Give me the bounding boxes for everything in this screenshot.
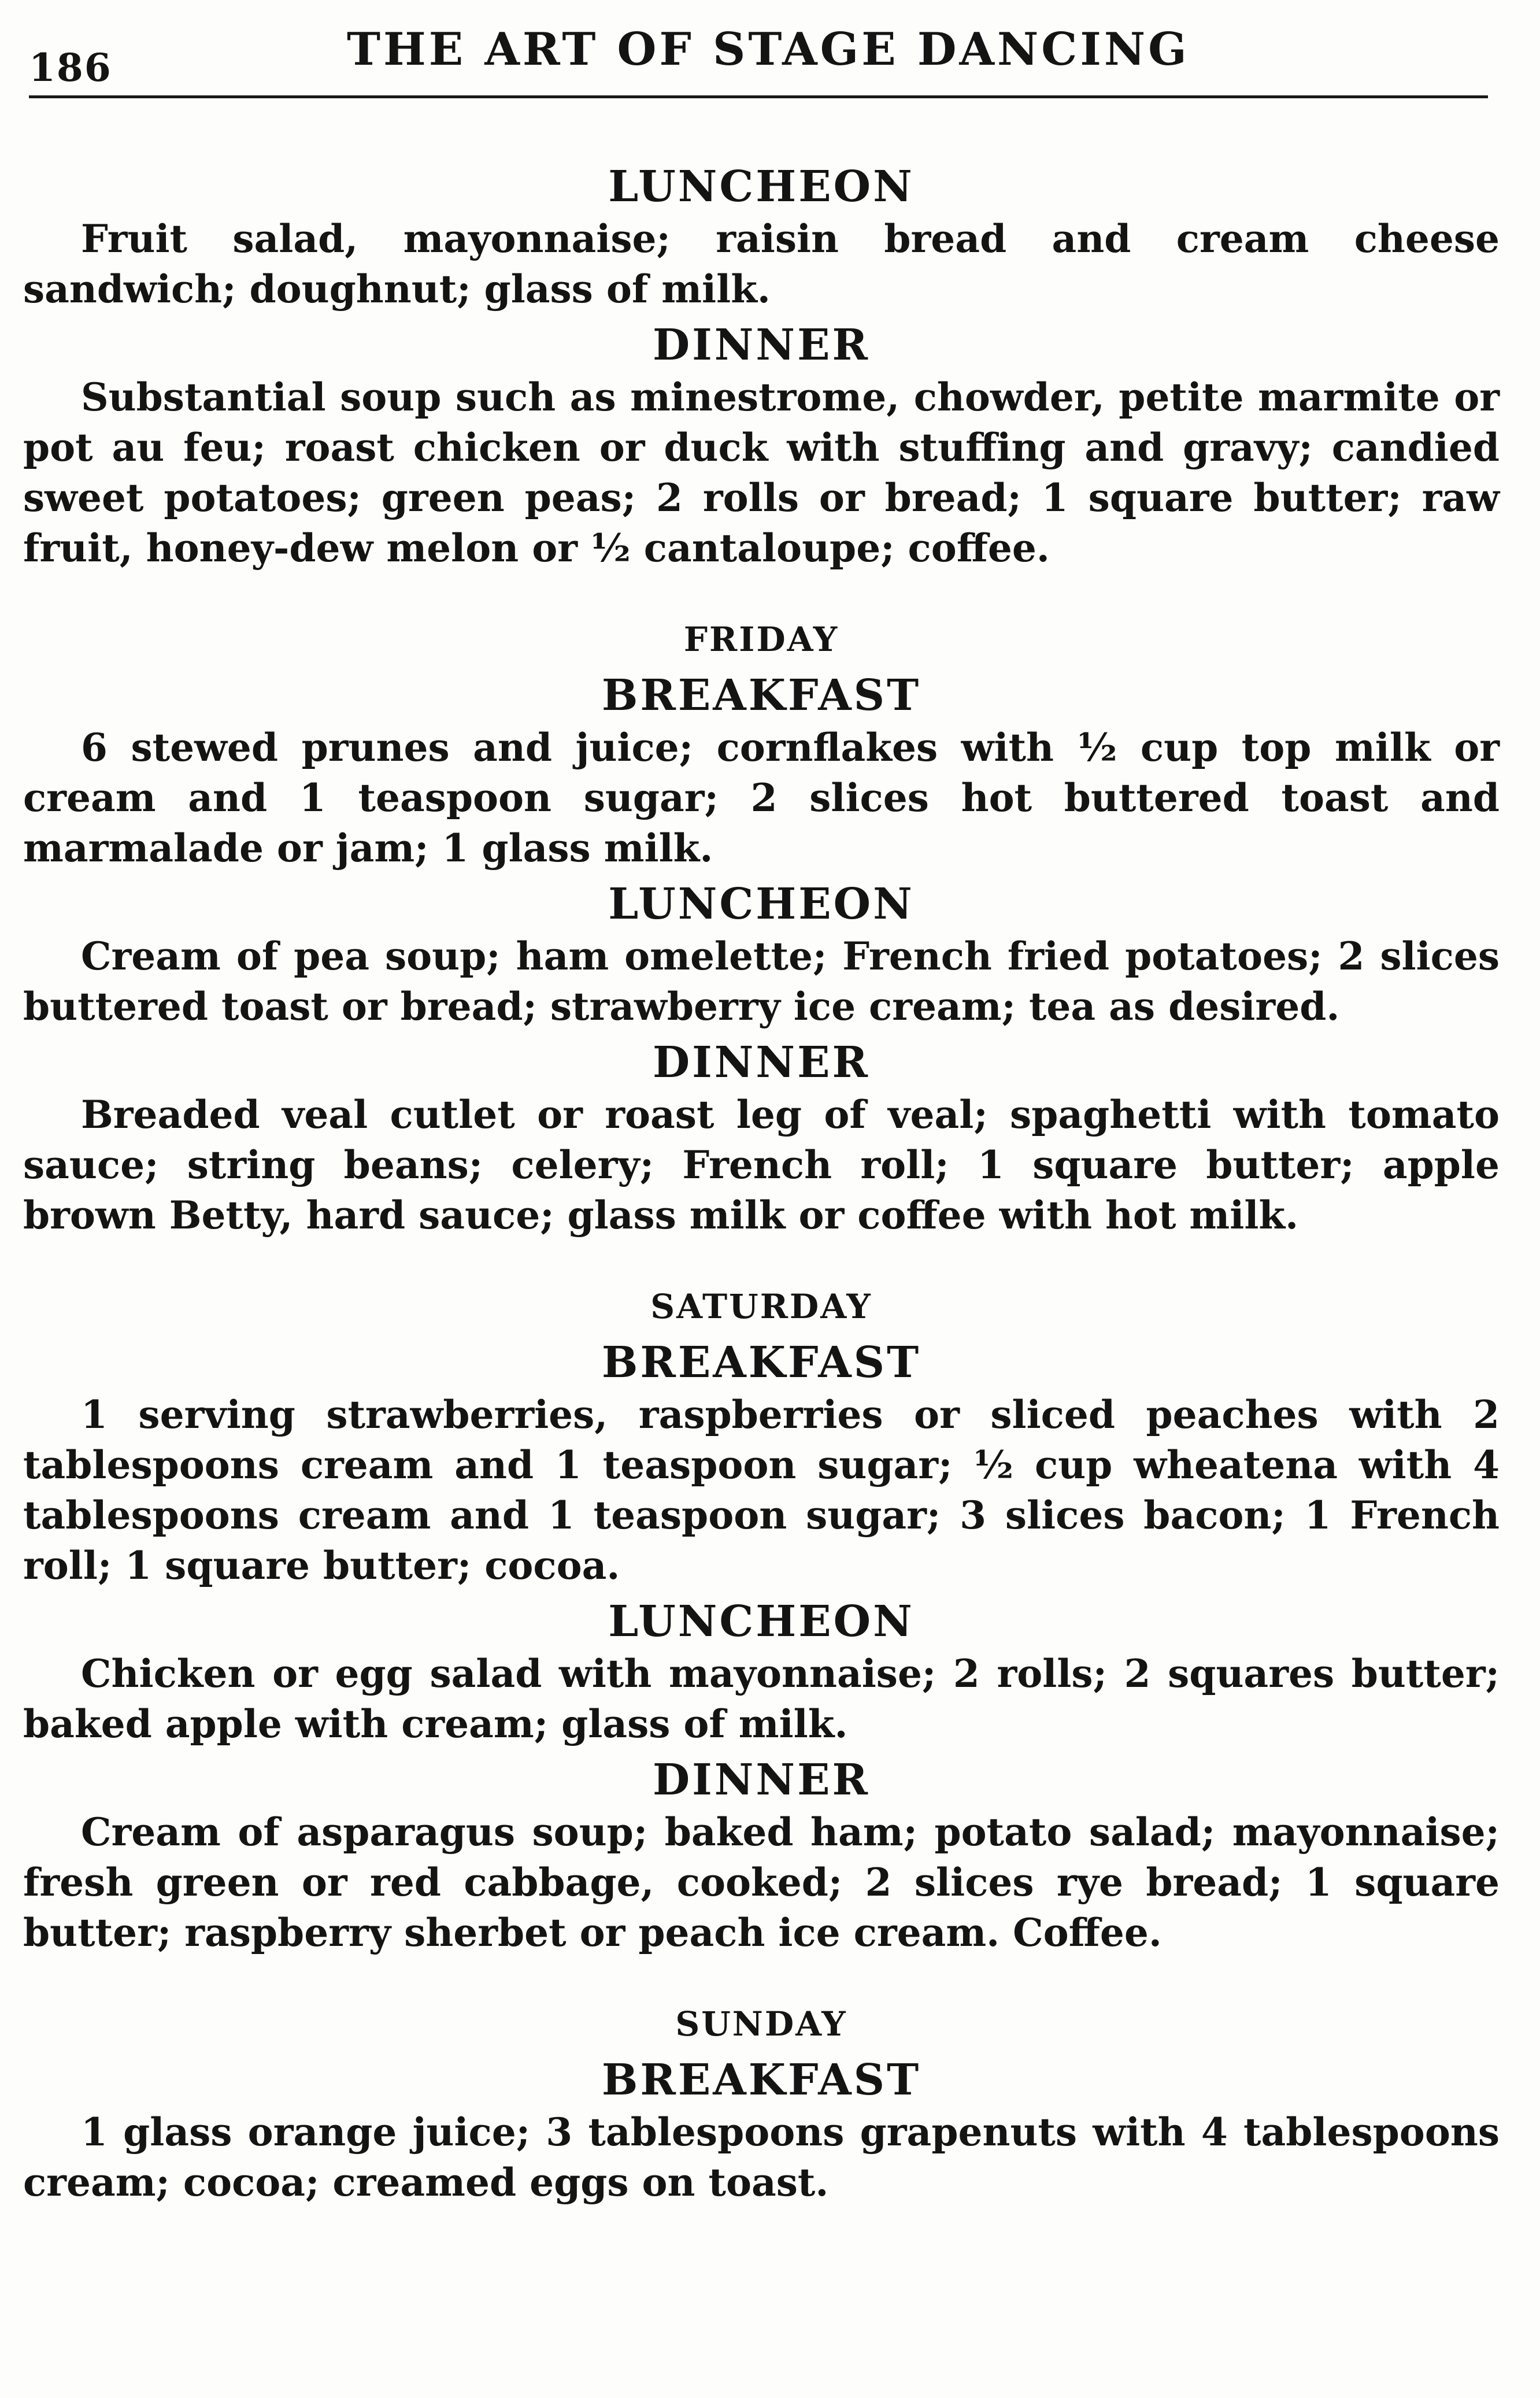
page-number: 186 <box>29 45 112 90</box>
meal-heading-luncheon: LUNCHEON <box>608 162 915 212</box>
meal-text: Cream of pea soup; ham omelette; French fried potatoes; 2 slices buttered toast or bread; strawberry ice cream; tea as desired. <box>23 934 1500 1029</box>
running-head <box>23 0 1500 104</box>
meal-heading-dinner: DINNER <box>653 1038 870 1087</box>
meal-text: Fruit salad, mayonnaise; raisin bread and cream cheese sandwich; doughnut; glass of milk. <box>23 216 1500 312</box>
meal-text: 6 stewed prunes and juice; cornflakes with ½ cup top milk or cream and 1 teaspoon sugar; 2 slices hot buttered toast and marmalade or jam; 1 glass milk. <box>23 725 1500 871</box>
running-title: THE ART OF STAGE DANCING <box>347 23 1190 76</box>
meal-heading-dinner: DINNER <box>653 320 870 370</box>
day-section-friday <box>23 620 1500 1241</box>
meal-text: 1 serving strawberries, raspberries or sliced peaches with 2 tablespoons cream and 1 teaspoon sugar; ½ cup wheatena with 4 tablespoons cream and 1 teaspoon sugar; 3 slices bacon; 1 French roll; 1 square butter; cocoa. <box>23 1392 1500 1588</box>
header-rule <box>29 95 1488 98</box>
menu-content <box>23 104 1500 2208</box>
day-section-sunday <box>23 2004 1500 2208</box>
meal-text: Cream of asparagus soup; baked ham; potato salad; mayonnaise; fresh green or red cabbage, cooked; 2 slices rye bread; 1 square butter; raspberry sherbet or peach ice cream. Coffee. <box>23 1809 1500 1955</box>
meal-heading-breakfast: BREAKFAST <box>601 2055 921 2105</box>
meal-heading-breakfast: BREAKFAST <box>601 1338 921 1387</box>
meal-text: Breaded veal cutlet or roast leg of veal; spaghetti with tomato sauce; string beans; celery; French roll; 1 square butter; apple brown Betty, hard sauce; glass milk or coffee with hot milk. <box>23 1092 1500 1238</box>
meal-heading-dinner: DINNER <box>653 1755 870 1805</box>
day-section-saturday <box>23 1287 1500 1958</box>
day-heading-saturday: SATURDAY <box>650 1287 872 1326</box>
meal-text: Chicken or egg salad with mayonnaise; 2 rolls; 2 squares butter; baked apple with cream; glass of milk. <box>23 1651 1500 1746</box>
meal-text: Substantial soup such as minestrome, chowder, petite marmite or pot au feu; roast chicken or duck with stuffing and gravy; candied sweet potatoes; green peas; 2 rolls or bread; 1 square butter; raw fruit, honey-dew melon or ½ cantaloupe; coffee. <box>23 375 1500 571</box>
meal-heading-luncheon: LUNCHEON <box>608 1597 915 1646</box>
day-heading-friday: FRIDAY <box>683 620 839 659</box>
meal-text: 1 glass orange juice; 3 tablespoons grapenuts with 4 tablespoons cream; cocoa; creamed eggs on toast. <box>23 2110 1500 2205</box>
meal-heading-luncheon: LUNCHEON <box>608 879 915 929</box>
meal-heading-breakfast: BREAKFAST <box>601 671 921 720</box>
day-heading-sunday: SUNDAY <box>675 2004 847 2044</box>
day-section-continued <box>23 162 1500 573</box>
